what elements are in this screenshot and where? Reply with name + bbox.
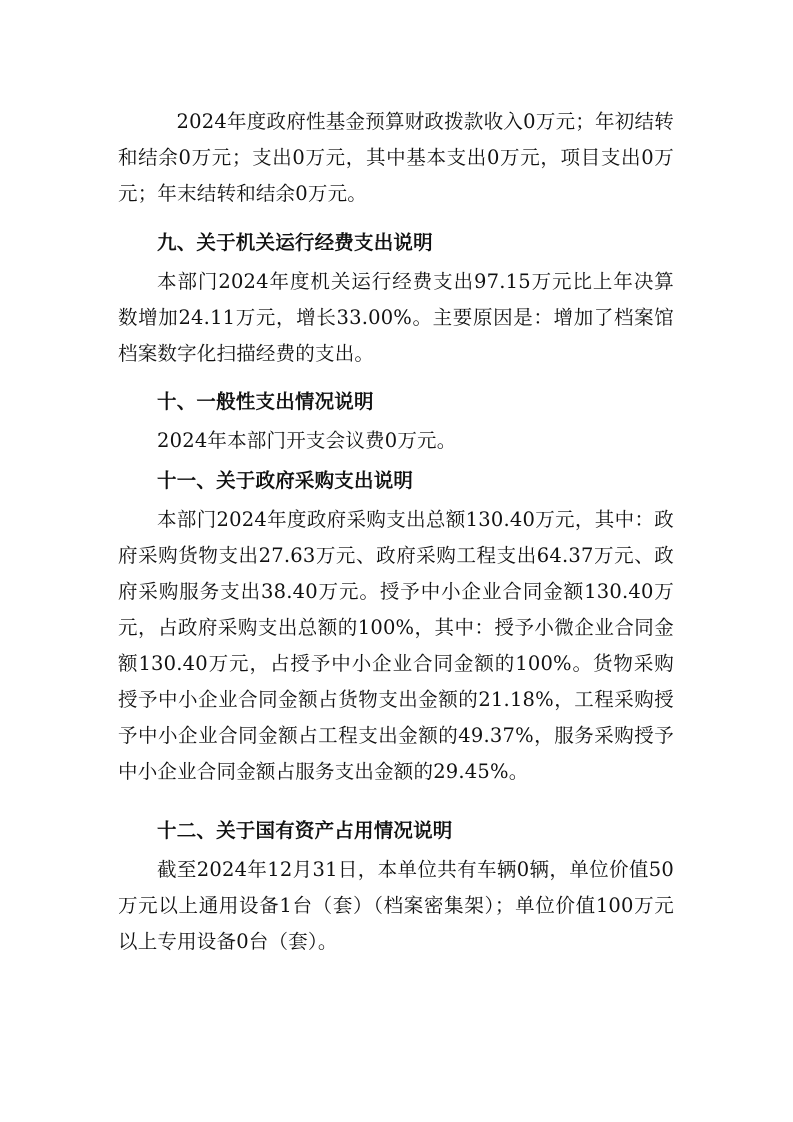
paragraph-government-fund-budget: 2024年度政府性基金预算财政拨款收入0万元；年初结转和结余0万元；支出0万元，其中基本支出0万元，项目支出0万元；年末结转和结余0万元。	[118, 110, 674, 205]
heading-section-10: 十、一般性支出情况说明	[157, 390, 374, 413]
heading-section-9: 九、关于机关运行经费支出说明	[157, 231, 433, 254]
heading-section-12: 十二、关于国有资产占用情况说明	[157, 819, 453, 842]
paragraph-operating-expenses: 本部门2024年度机关运行经费支出97.15万元比上年决算数增加24.11万元，增长33.00%。主要原因是：增加了档案馆档案数字化扫描经费的支出。	[118, 270, 674, 365]
paragraph-state-assets: 截至2024年12月31日，本单位共有车辆0辆，单位价值50万元以上通用设备1台（套）（档案密集架）；单位价值100万元以上专用设备0台（套）。	[118, 858, 674, 953]
heading-section-11: 十一、关于政府采购支出说明	[157, 469, 414, 492]
paragraph-procurement: 本部门2024年度政府采购支出总额130.40万元，其中：政府采购货物支出27.63万元、政府采购工程支出64.37万元、政府采购服务支出38.40万元。授予中小企业合同金额130.40万元，占政府采购支出总额的100%，其中：授予小微企业合同金额130.40万元，占授予中小企业合同金额的100%。货物采购授予中小企业合同金额占货物支出金额的21.18%，工程采购授予中小企业合同金额占工程支出金额的49.37%，服务采购授予中小企业合同金额占服务支出金额的29.45%。	[118, 508, 674, 783]
paragraph-general-expenses: 2024年本部门开支会议费0万元。	[157, 429, 457, 452]
